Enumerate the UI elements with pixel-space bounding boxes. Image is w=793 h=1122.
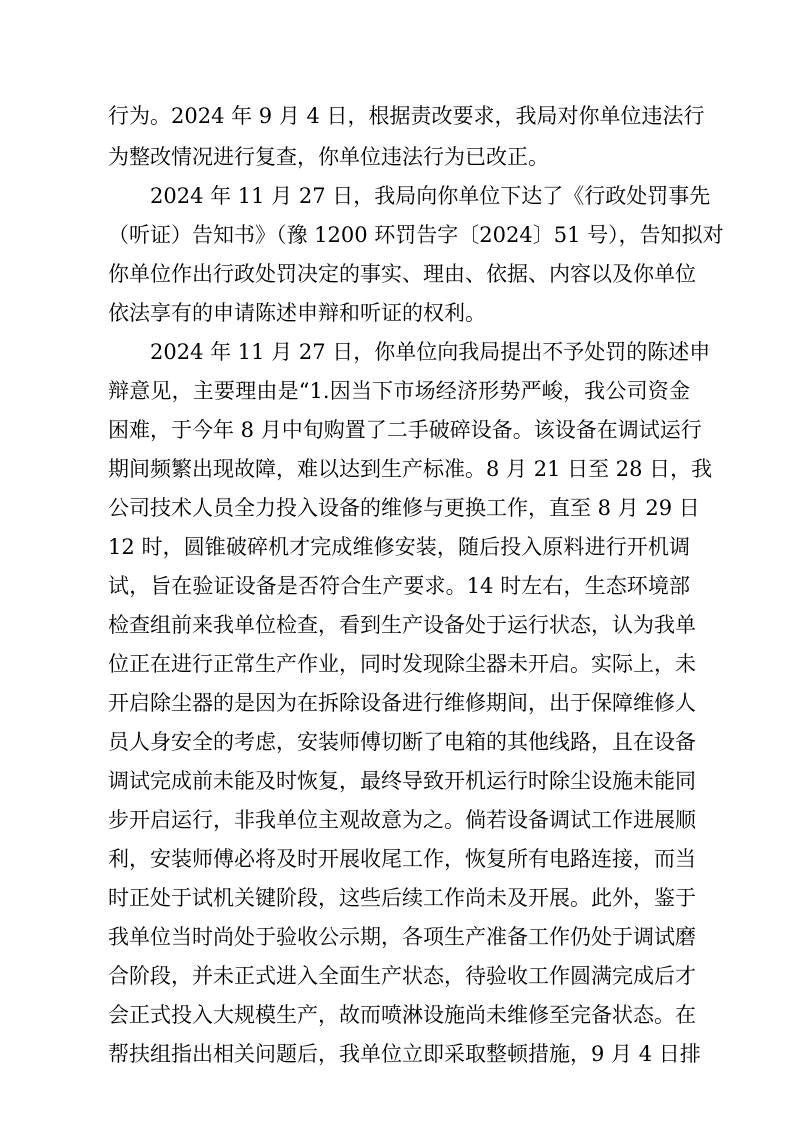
text-line: 调试完成前未能及时恢复，最终导致开机运行时除尘设施未能同 <box>108 769 696 793</box>
text-line: 我单位当时尚处于验收公示期，各项生产准备工作仍处于调试磨 <box>108 925 696 949</box>
text-line: 困难，于今年 8 月中旬购置了二手破碎设备。该设备在调试运行 <box>108 418 702 442</box>
text-line: 位正在进行正常生产作业，同时发现除尘器未开启。实际上，未 <box>108 652 696 676</box>
text-line: 你单位作出行政处罚决定的事实、理由、依据、内容以及你单位 <box>108 262 696 286</box>
text-line: 期间频繁出现故障，难以达到生产标准。8 月 21 日至 28 日，我 <box>108 457 713 481</box>
text-line: 12 时，圆锥破碎机才完成维修安装，随后投入原料进行开机调 <box>108 535 690 559</box>
text-line: （听证）告知书》（豫 1200 环罚告字〔2024〕51 号），告知拟对 <box>108 223 724 247</box>
text-line: 辩意见，主要理由是“1.因当下市场经济形势严峻，我公司资金 <box>108 379 690 403</box>
text-line: 行为。2024 年 9 月 4 日，根据责改要求，我局对你单位违法行 <box>108 104 705 128</box>
text-line: 步开启运行，非我单位主观故意为之。倘若设备调试工作进展顺 <box>108 808 696 832</box>
text-line: 合阶段，并未正式进入全面生产状态，待验收工作圆满完成后才 <box>108 964 696 988</box>
text-line: 时正处于试机关键阶段，这些后续工作尚未及开展。此外，鉴于 <box>108 886 696 910</box>
text-line: 公司技术人员全力投入设备的维修与更换工作，直至 8 月 29 日 <box>108 496 700 520</box>
text-line: 利，安装师傅必将及时开展收尾工作，恢复所有电路连接，而当 <box>108 847 696 871</box>
text-line: 检查组前来我单位检查，看到生产设备处于运行状态，认为我单 <box>108 613 696 637</box>
text-line: 帮扶组指出相关问题后，我单位立即采取整顿措施，9 月 4 日排 <box>108 1042 701 1066</box>
text-line: 依法享有的申请陈述申辩和听证的权利。 <box>108 301 486 325</box>
text-line: 试，旨在验证设备是否符合生产要求。14 时左右，生态环境部 <box>108 574 690 598</box>
text-line: 为整改情况进行复查，你单位违法行为已改正。 <box>108 145 549 169</box>
paragraph-first-line: 2024 年 11 月 27 日，我局向你单位下达了《行政处罚事先 <box>150 184 711 208</box>
text-line: 开启除尘器的是因为在拆除设备进行维修期间，出于保障维修人 <box>108 691 696 715</box>
paragraph-first-line: 2024 年 11 月 27 日，你单位向我局提出不予处罚的陈述申 <box>150 340 711 364</box>
text-line: 员人身安全的考虑，安装师傅切断了电箱的其他线路，且在设备 <box>108 730 696 754</box>
text-line: 会正式投入大规模生产，故而喷淋设施尚未维修至完备状态。在 <box>108 1003 696 1027</box>
